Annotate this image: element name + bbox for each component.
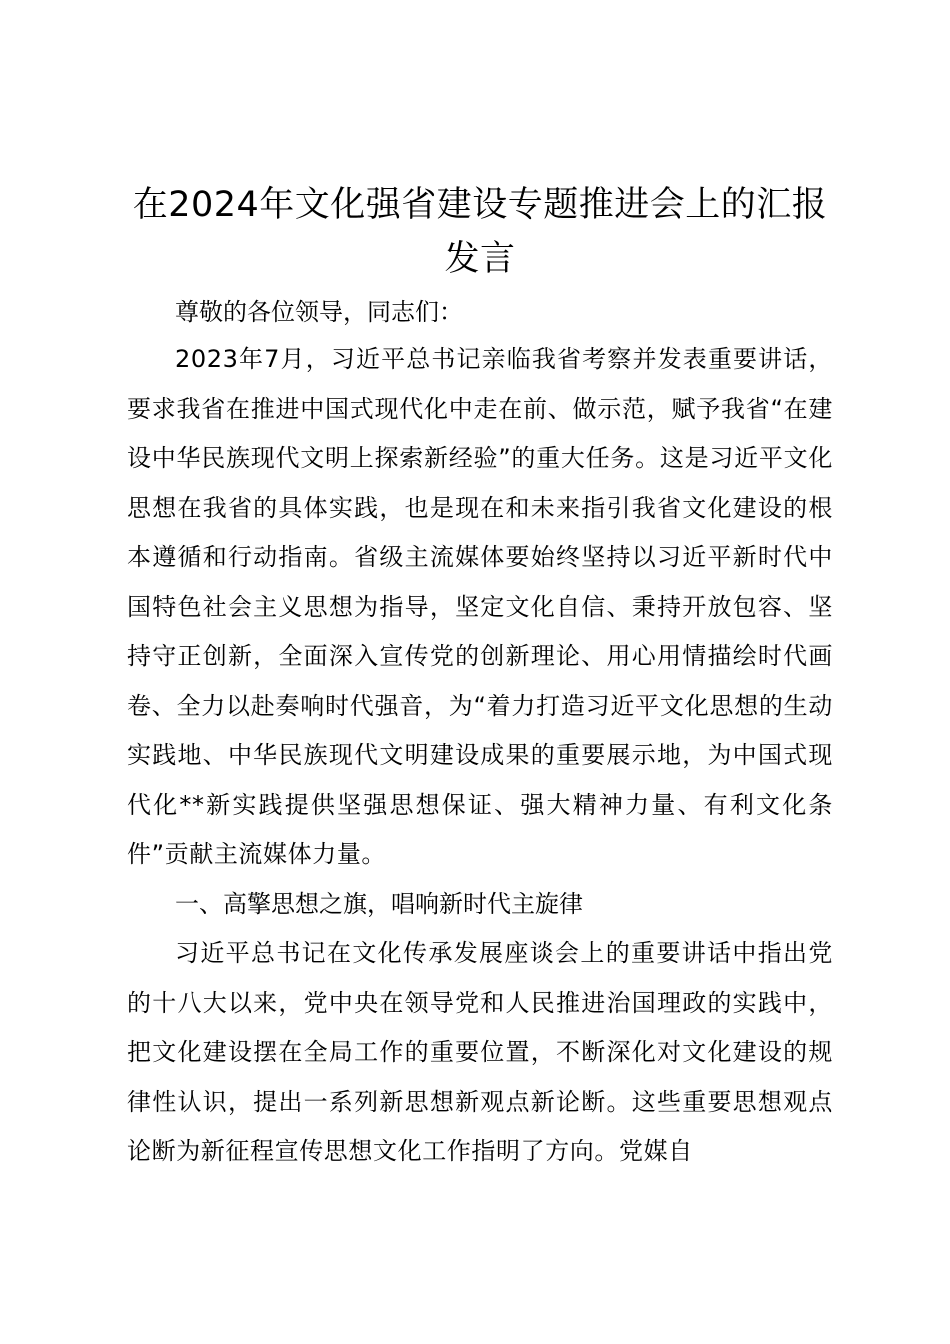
section-heading-1: 一、高擎思想之旗，唱响新时代主旋律 <box>175 889 583 918</box>
document-title: 在2024年文化强省建设专题推进会上的汇报发言 <box>132 185 828 279</box>
greeting-line: 尊敬的各位领导，同志们： <box>175 298 463 326</box>
body-paragraph-1: 2023年7月，习近平总书记亲临我省考察并发表重要讲话，要求我省在推进中国式现代化中走在前、做示范，赋予我省“在建设中华民族现代文明上探索新经验”的重大任务。这是习近平文化思想在我省的具体实践，也是现在和未来指引我省文化建设的根本遵循和行动指南。省级主流媒体要始终坚持以习近平新时代中国特色社会主义思想为指导，坚定文化自信、秉持开放包容、坚持守正创新，全面深入宣传党的创新理论、用心用情描绘时代画卷、全力以赴奏响时代强音，为“着力打造习近平文化思想的生动实践地、中华民族现代文明建设成果的重要展示地，为中国式现代化**新实践提供坚强思想保证、强大精神力量、有利文化条件”贡献主流媒体力量。 <box>127 345 833 868</box>
body-paragraph-2: 习近平总书记在文化传承发展座谈会上的重要讲话中指出党的十八大以来，党中央在领导党和人民推进治国理政的实践中，把文化建设摆在全局工作的重要位置，不断深化对文化建设的规律性认识，提出一系列新思想新观点新论断。这些重要思想观点论断为新征程宣传思想文化工作指明了方向。党媒自 <box>127 939 833 1165</box>
document-body <box>127 178 833 1177</box>
